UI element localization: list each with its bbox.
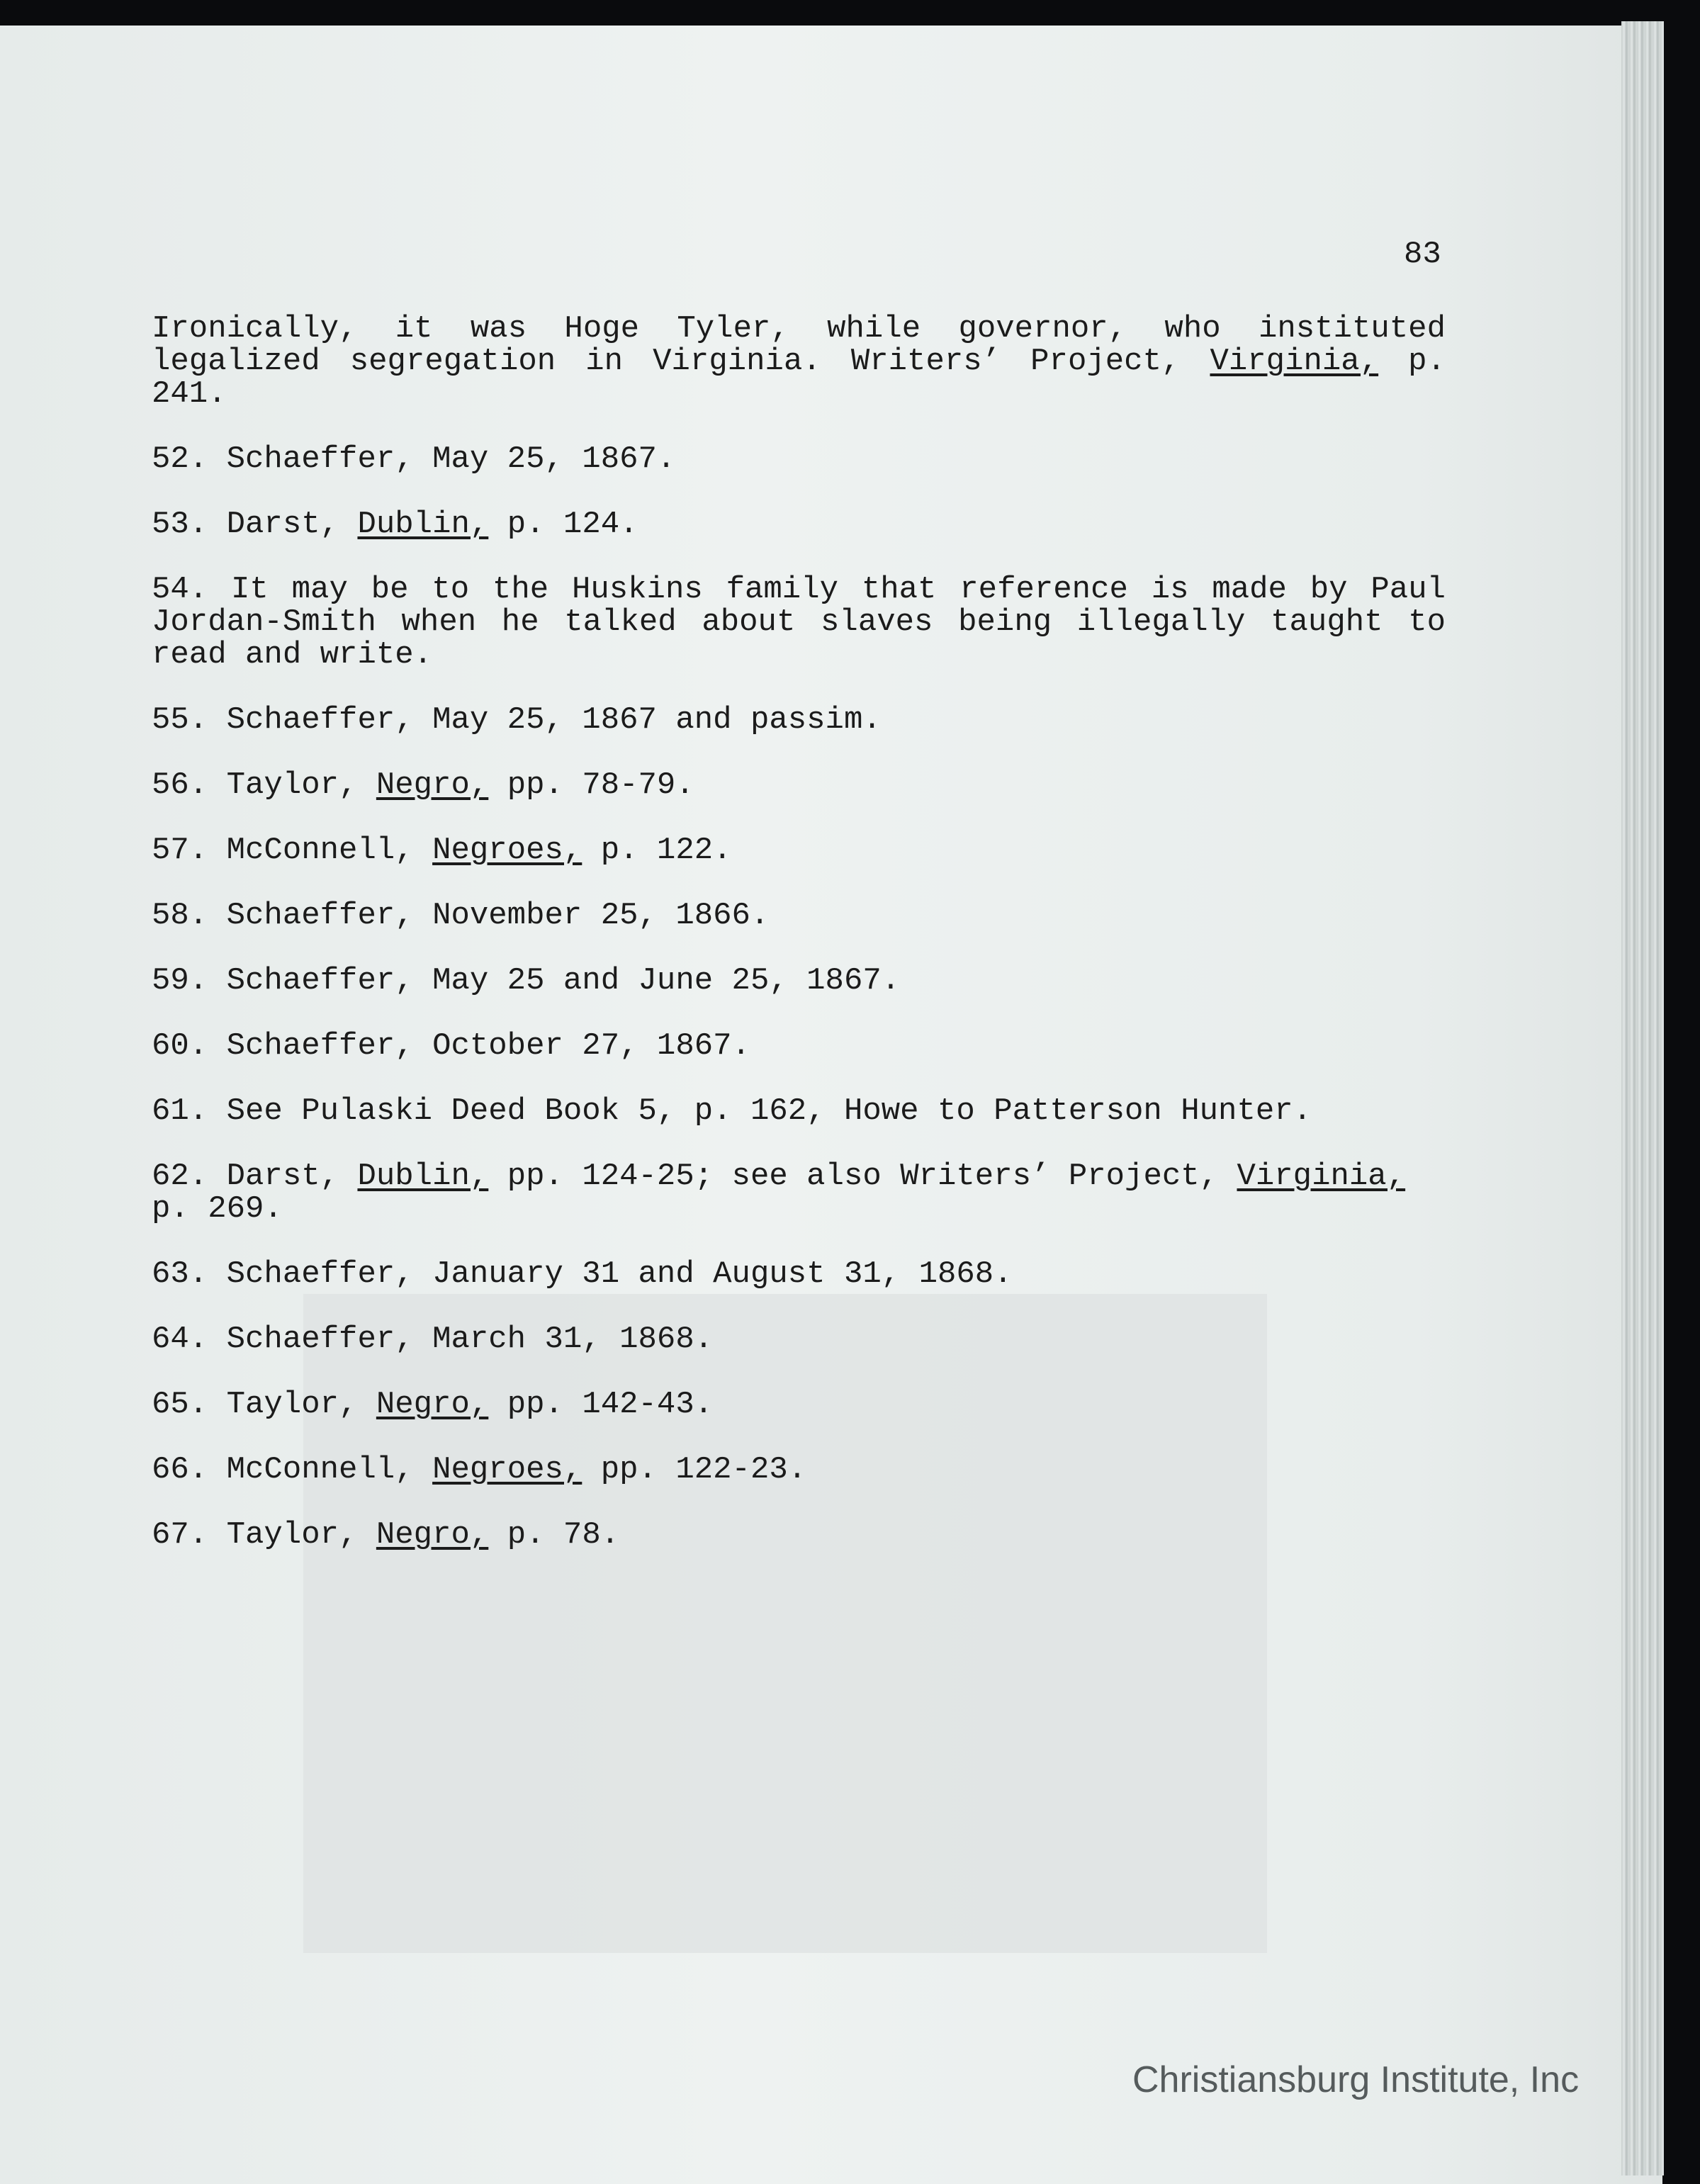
endnote-64 — [152, 1323, 1446, 1356]
endnote-59 — [152, 964, 1446, 997]
endnote-58 — [152, 899, 1446, 932]
note-text: pp. 122-23. — [582, 1452, 807, 1487]
note-text: 67. Taylor, — [152, 1517, 376, 1553]
endnote-52 — [152, 443, 1446, 475]
note-text: 56. Taylor, — [152, 767, 376, 803]
note-text: 57. McConnell, — [152, 833, 433, 868]
citation-title: Virginia, — [1210, 344, 1379, 379]
endnote-67 — [152, 1519, 1446, 1551]
note-text: 58. Schaeffer, November 25, 1866. — [152, 898, 770, 933]
note-text: 61. See Pulaski Deed Book 5, p. 162, Howe to Patterson Hunter. — [152, 1093, 1312, 1129]
note-text: 63. Schaeffer, January 31 and August 31, 1868. — [152, 1256, 1013, 1292]
note-text: Ironically, it was Hoge Tyler, while governor, who instituted legalized segregation in Virginia. Writers’ Project, — [152, 311, 1446, 379]
page-number: 83 — [1404, 237, 1441, 272]
citation-title: Negro, — [376, 1517, 489, 1553]
endnote-continuation — [152, 313, 1446, 410]
note-text: pp. 124-25; see also Writers’ Project, — [488, 1159, 1237, 1194]
note-text: 66. McConnell, — [152, 1452, 433, 1487]
note-text: 53. Darst, — [152, 507, 358, 542]
note-text: 52. Schaeffer, May 25, 1867. — [152, 441, 676, 477]
note-text: 65. Taylor, — [152, 1387, 376, 1422]
citation-title: Dublin, — [357, 507, 489, 542]
note-text: p. 78. — [488, 1517, 620, 1553]
endnote-60 — [152, 1030, 1446, 1062]
note-text: p. 124. — [488, 507, 638, 542]
note-text: 59. Schaeffer, May 25 and June 25, 1867. — [152, 963, 901, 998]
citation-title: Negro, — [376, 1387, 489, 1422]
note-text: pp. 78-79. — [488, 767, 694, 803]
citation-title: Negroes, — [432, 1452, 582, 1487]
endnotes-list — [152, 313, 1446, 1584]
page-stack-edge — [1621, 21, 1664, 2175]
endnote-54 — [152, 573, 1446, 671]
endnote-65 — [152, 1388, 1446, 1421]
citation-title: Negro, — [376, 767, 489, 803]
note-text: p. 269. — [152, 1191, 283, 1227]
note-text: pp. 142-43. — [488, 1387, 714, 1422]
citation-title: Negroes, — [432, 833, 582, 868]
note-text: 60. Schaeffer, October 27, 1867. — [152, 1028, 750, 1064]
note-text: 55. Schaeffer, May 25, 1867 and passim. — [152, 702, 882, 738]
endnote-56 — [152, 769, 1446, 801]
citation-title: Dublin, — [357, 1159, 489, 1194]
endnote-61 — [152, 1095, 1446, 1127]
watermark: Christiansburg Institute, Inc — [1132, 2059, 1580, 2100]
note-text: p. 122. — [582, 833, 732, 868]
endnote-62 — [152, 1160, 1446, 1225]
note-text: p. 241. — [152, 344, 1446, 412]
note-text: 54. It may be to the Huskins family that reference is made by Paul Jordan-Smith when he talked about slaves being illegally taught to read and write. — [152, 572, 1446, 672]
endnote-66 — [152, 1453, 1446, 1486]
note-text: 62. Darst, — [152, 1159, 358, 1194]
endnote-53 — [152, 508, 1446, 541]
document-page — [0, 26, 1662, 2184]
endnote-57 — [152, 834, 1446, 867]
citation-title: Virginia, — [1237, 1159, 1406, 1194]
endnote-55 — [152, 704, 1446, 736]
note-text: 64. Schaeffer, March 31, 1868. — [152, 1322, 714, 1357]
endnote-63 — [152, 1258, 1446, 1290]
